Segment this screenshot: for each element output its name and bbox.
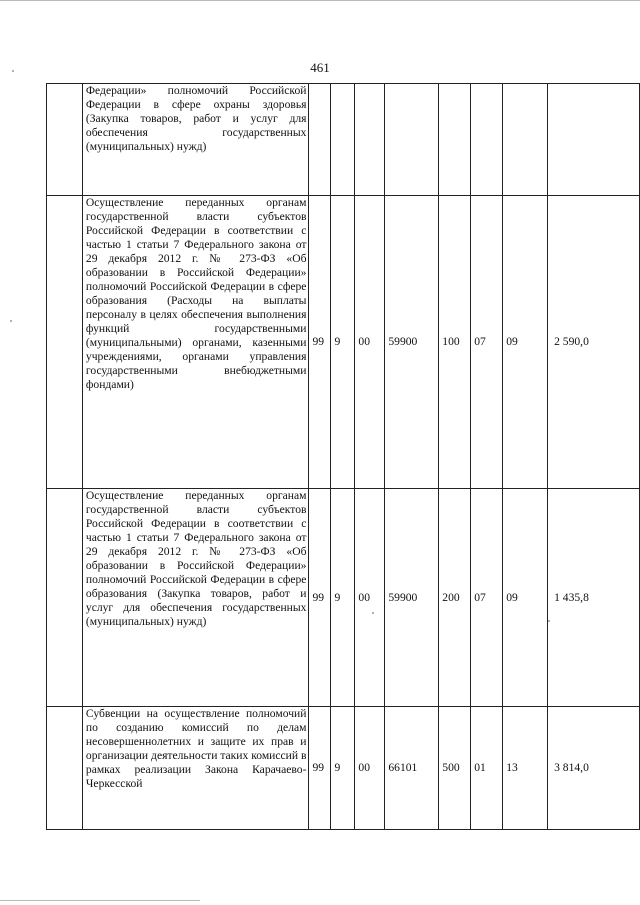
code-cell [385, 84, 439, 196]
code-cell: 500 [439, 707, 471, 830]
code-cell: 66101 [385, 707, 439, 830]
table-row [47, 707, 640, 830]
amount-cell: 3 814,0 [548, 707, 640, 830]
code-cell [439, 84, 471, 196]
code-cell: 07 [471, 489, 503, 707]
row-description: Федерации» полномочий Российской Федерации в сфере охраны здоровья (Закупка товаров, работ и услуг для обеспечения государственных (муниципальных) нужд) [82, 84, 309, 196]
code-cell: 200 [439, 489, 471, 707]
code-cell: 9 [331, 196, 355, 489]
scan-edge-top [0, 0, 640, 1]
row-description: Осуществление переданных органам государственной власти субъектов Российской Федерации в соответствии с частью 1 статьи 7 Федерального закона от 29 декабря 2012 г. № 273-ФЗ «Об образовании в Российской Федерации» полномочий Российской Федерации в сфере образования (Расходы на выплаты персоналу в целях обеспечения выполнения функций государственными (муниципальными) органами, казенными учреждениями, органами управления государственными внебюджетными фондами) [82, 196, 309, 489]
scan-speck [372, 612, 374, 614]
code-cell: 09 [503, 196, 548, 489]
amount-cell: 2 590,0 [548, 196, 640, 489]
scan-speck [548, 620, 550, 622]
code-cell: 07 [471, 196, 503, 489]
scan-speck [10, 320, 12, 322]
code-cell [309, 84, 331, 196]
code-cell: 00 [355, 196, 385, 489]
table-row [47, 489, 640, 707]
code-cell: 01 [471, 707, 503, 830]
table-row [47, 196, 640, 489]
code-cell: 9 [331, 489, 355, 707]
code-cell: 09 [503, 489, 548, 707]
code-cell: 9 [331, 707, 355, 830]
table-row [47, 84, 640, 196]
blank-cell [47, 84, 83, 196]
row-description: Осуществление переданных органам государственной власти субъектов Российской Федерации в соответствии с частью 1 статьи 7 Федерального закона от 29 декабря 2012 г. № 273-ФЗ «Об образовании в Российской Федерации» полномочий Российской Федерации в сфере образования (Закупка товаров, работ и услуг для обеспечения государственных (муниципальных) нужд) [82, 489, 309, 707]
code-cell: 13 [503, 707, 548, 830]
scan-edge-bottom [0, 900, 200, 901]
code-cell: 59900 [385, 196, 439, 489]
code-cell: 59900 [385, 489, 439, 707]
code-cell [471, 84, 503, 196]
page-number: 461 [310, 60, 330, 75]
code-cell: 00 [355, 707, 385, 830]
blank-cell [47, 707, 83, 830]
scan-speck [12, 70, 14, 72]
blank-cell [47, 489, 83, 707]
code-cell [503, 84, 548, 196]
budget-table-wrap [46, 83, 640, 830]
code-cell [355, 84, 385, 196]
amount-cell: 1 435,8 [548, 489, 640, 707]
code-cell: 99 [309, 489, 331, 707]
code-cell [331, 84, 355, 196]
row-description: Субвенции на осуществление полномочий по созданию комиссий по делам несовершеннолетних и защите их прав и организации деятельности таких комиссий в рамках реализации Закона Карачаево-Черкесской [82, 707, 309, 830]
amount-cell [548, 84, 640, 196]
code-cell: 99 [309, 196, 331, 489]
code-cell: 99 [309, 707, 331, 830]
code-cell: 100 [439, 196, 471, 489]
code-cell: 00 [355, 489, 385, 707]
budget-table [46, 83, 640, 830]
blank-cell [47, 196, 83, 489]
